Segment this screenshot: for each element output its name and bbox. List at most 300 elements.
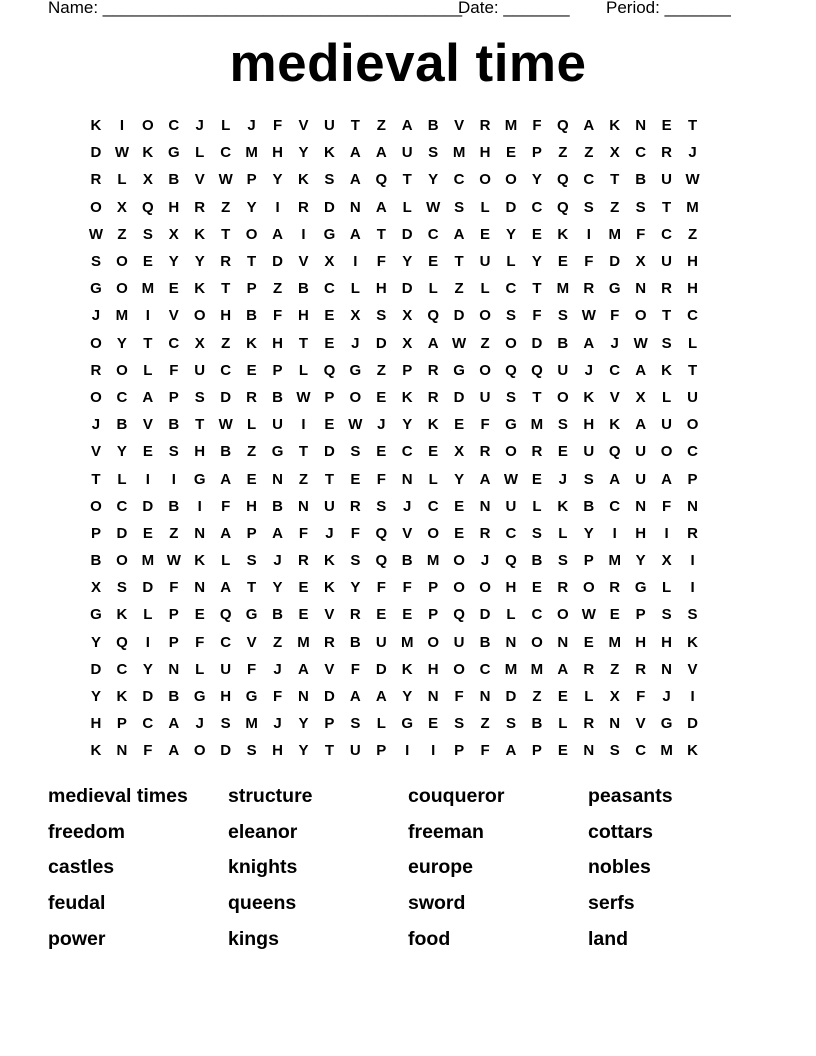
grid-row xyxy=(83,139,733,166)
grid-letter: M xyxy=(608,633,621,651)
grid-letter: U xyxy=(323,497,335,515)
grid-letter: T xyxy=(687,361,698,379)
grid-letter: Y xyxy=(454,470,465,488)
grid-letter: R xyxy=(531,443,543,461)
grid-row xyxy=(83,357,733,384)
grid-letter: O xyxy=(349,388,362,406)
grid-letter: N xyxy=(116,742,128,760)
grid-letter: V xyxy=(298,117,309,135)
grid-letter: C xyxy=(531,198,543,216)
grid-letter: C xyxy=(220,361,232,379)
grid-letter: I xyxy=(690,552,695,570)
grid-letter: R xyxy=(583,660,595,678)
word-bank-row xyxy=(48,778,768,814)
grid-letter: U xyxy=(272,416,283,434)
grid-letter: S xyxy=(661,334,672,352)
grid-row xyxy=(83,520,733,547)
grid-letter: E xyxy=(246,361,257,379)
grid-letter: E xyxy=(661,117,672,135)
grid-letter: C xyxy=(116,660,128,678)
grid-letter: C xyxy=(427,225,439,243)
grid-letter: N xyxy=(349,198,361,216)
grid-letter: O xyxy=(427,633,439,651)
grid-letter: B xyxy=(272,497,283,515)
grid-letter: T xyxy=(298,443,309,461)
grid-letter: D xyxy=(453,388,465,406)
grid-letter: A xyxy=(479,470,491,488)
grid-letter: U xyxy=(220,660,232,678)
grid-letter: W xyxy=(503,470,519,488)
grid-row xyxy=(83,574,733,601)
grid-letter: N xyxy=(609,715,621,733)
grid-letter: A xyxy=(635,361,647,379)
grid-row xyxy=(83,629,733,656)
grid-letter: X xyxy=(402,334,413,352)
grid-letter: E xyxy=(428,443,439,461)
grid-letter: Q xyxy=(531,361,543,379)
grid-letter: B xyxy=(168,171,180,189)
grid-letter: O xyxy=(557,388,569,406)
grid-letter: J xyxy=(273,660,282,678)
grid-letter: I xyxy=(275,198,280,216)
grid-letter: R xyxy=(246,388,258,406)
grid-letter: D xyxy=(479,606,491,624)
grid-letter: B xyxy=(220,443,232,461)
grid-letter: X xyxy=(609,688,620,706)
grid-letter: O xyxy=(453,579,465,597)
grid-letter: K xyxy=(609,117,621,135)
grid-letter: K xyxy=(323,144,335,162)
grid-letter: T xyxy=(91,470,101,488)
grid-letter: F xyxy=(532,117,542,135)
grid-letter: W xyxy=(296,388,311,406)
grid-letter: F xyxy=(272,307,283,325)
grid-letter: X xyxy=(116,198,127,216)
grid-letter: E xyxy=(557,688,568,706)
grid-letter: G xyxy=(90,606,102,624)
grid-letter: L xyxy=(428,280,438,298)
grid-letter: O xyxy=(116,552,128,570)
grid-letter: P xyxy=(168,633,179,651)
grid-letter: F xyxy=(272,688,283,706)
grid-letter: Z xyxy=(221,198,231,216)
grid-letter: M xyxy=(297,633,310,651)
grid-letter: A xyxy=(220,470,232,488)
grid-letter: E xyxy=(298,579,309,597)
word-search-grid xyxy=(83,112,733,765)
grid-letter: Z xyxy=(247,443,257,461)
grid-letter: A xyxy=(349,144,361,162)
grid-letter: A xyxy=(168,742,180,760)
grid-letter: Q xyxy=(557,198,569,216)
grid-row xyxy=(83,248,733,275)
grid-letter: A xyxy=(427,334,439,352)
grid-letter: G xyxy=(608,280,621,298)
grid-letter: T xyxy=(376,225,386,243)
grid-letter: N xyxy=(298,497,309,515)
grid-row xyxy=(83,384,733,411)
grid-letter: Z xyxy=(480,334,490,352)
grid-letter: Y xyxy=(90,688,101,706)
grid-letter: L xyxy=(350,280,360,298)
grid-letter: R xyxy=(609,579,621,597)
grid-letter: R xyxy=(557,579,569,597)
grid-letter: S xyxy=(557,307,568,325)
grid-letter: R xyxy=(90,361,102,379)
grid-letter: E xyxy=(376,388,387,406)
grid-letter: E xyxy=(454,416,465,434)
grid-letter: C xyxy=(687,443,698,461)
grid-letter: G xyxy=(660,715,673,733)
grid-letter: D xyxy=(401,225,413,243)
grid-letter: E xyxy=(557,253,568,271)
grid-letter: B xyxy=(635,171,647,189)
grid-letter: E xyxy=(557,443,568,461)
grid-letter: N xyxy=(427,688,439,706)
grid-row xyxy=(83,547,733,574)
grid-letter: W xyxy=(166,552,181,570)
grid-letter: U xyxy=(635,443,647,461)
grid-letter: A xyxy=(401,117,413,135)
grid-letter: B xyxy=(168,416,180,434)
grid-letter: X xyxy=(142,171,153,189)
grid-letter: R xyxy=(479,524,491,542)
grid-letter: E xyxy=(298,606,309,624)
grid-letter: R xyxy=(661,280,673,298)
grid-letter: W xyxy=(581,307,596,325)
grid-letter: M xyxy=(245,715,258,733)
grid-row xyxy=(83,710,733,737)
grid-letter: S xyxy=(661,606,672,624)
grid-letter: S xyxy=(246,742,257,760)
grid-letter: Z xyxy=(272,633,283,651)
grid-letter: G xyxy=(401,715,414,733)
grid-letter: H xyxy=(272,742,283,760)
grid-letter: D xyxy=(90,144,102,162)
grid-letter: U xyxy=(479,388,491,406)
grid-letter: R xyxy=(194,198,206,216)
grid-letter: E xyxy=(246,470,257,488)
grid-letter: X xyxy=(324,253,335,271)
grid-letter: K xyxy=(116,606,128,624)
grid-letter: L xyxy=(117,171,127,189)
grid-letter: H xyxy=(661,633,673,651)
grid-letter: O xyxy=(90,497,102,515)
grid-letter: G xyxy=(634,579,647,597)
grid-letter: E xyxy=(583,633,594,651)
grid-letter: L xyxy=(143,606,153,624)
grid-letter: Y xyxy=(168,253,179,271)
grid-letter: L xyxy=(584,688,594,706)
grid-letter: L xyxy=(687,334,698,352)
grid-letter: V xyxy=(168,307,179,325)
grid-letter: D xyxy=(609,253,621,271)
grid-letter: V xyxy=(609,388,620,406)
grid-letter: W xyxy=(218,416,233,434)
grid-letter: E xyxy=(142,443,153,461)
grid-letter: Q xyxy=(557,171,569,189)
grid-letter: E xyxy=(324,307,335,325)
grid-letter: D xyxy=(323,198,335,216)
grid-letter: A xyxy=(375,688,387,706)
grid-letter: H xyxy=(687,253,698,271)
grid-letter: Q xyxy=(375,171,388,189)
grid-letter: W xyxy=(218,171,233,189)
grid-letter: O xyxy=(686,416,699,434)
grid-letter: P xyxy=(376,742,387,760)
grid-letter: J xyxy=(377,416,386,434)
grid-letter: I xyxy=(586,225,591,243)
grid-letter: X xyxy=(661,552,672,570)
grid-letter: T xyxy=(324,470,334,488)
grid-letter: A xyxy=(349,688,361,706)
grid-letter: N xyxy=(635,497,647,515)
grid-letter: D xyxy=(375,660,387,678)
grid-letter: A xyxy=(661,470,673,488)
grid-letter: N xyxy=(401,470,413,488)
grid-letter: L xyxy=(195,660,205,678)
grid-letter: Y xyxy=(246,198,257,216)
grid-letter: K xyxy=(583,388,595,406)
grid-letter: F xyxy=(143,742,153,760)
grid-letter: F xyxy=(169,361,179,379)
grid-letter: Y xyxy=(350,579,361,597)
date-field-label: Date: _______ xyxy=(458,0,570,17)
grid-letter: T xyxy=(610,171,620,189)
grid-letter: O xyxy=(90,334,102,352)
grid-letter: A xyxy=(349,225,361,243)
grid-letter: C xyxy=(661,225,673,243)
grid-letter: G xyxy=(193,470,206,488)
grid-letter: L xyxy=(428,470,438,488)
grid-letter: D xyxy=(401,280,413,298)
grid-letter: Q xyxy=(142,198,154,216)
word-bank-item: kings xyxy=(228,927,279,950)
grid-letter: D xyxy=(220,742,232,760)
grid-letter: I xyxy=(664,524,669,542)
grid-letter: L xyxy=(195,144,205,162)
grid-letter: Q xyxy=(505,361,517,379)
grid-letter: S xyxy=(557,416,568,434)
grid-letter: O xyxy=(479,361,491,379)
grid-letter: Q xyxy=(505,552,517,570)
grid-letter: C xyxy=(220,633,232,651)
grid-letter: Y xyxy=(142,660,153,678)
grid-letter: U xyxy=(557,361,569,379)
grid-letter: C xyxy=(635,742,647,760)
grid-letter: U xyxy=(687,388,698,406)
grid-letter: C xyxy=(168,334,180,352)
grid-letter: E xyxy=(350,470,361,488)
grid-letter: G xyxy=(245,606,258,624)
grid-letter: E xyxy=(428,715,439,733)
grid-letter: S xyxy=(583,198,594,216)
grid-letter: R xyxy=(427,388,439,406)
grid-letter: E xyxy=(324,416,335,434)
grid-letter: R xyxy=(687,524,698,542)
grid-letter: K xyxy=(557,497,569,515)
grid-letter: H xyxy=(220,307,232,325)
word-bank-item: food xyxy=(408,927,451,950)
grid-letter: Y xyxy=(272,579,283,597)
grid-letter: S xyxy=(583,470,594,488)
word-bank-item: land xyxy=(588,927,629,950)
grid-letter: M xyxy=(115,307,129,325)
grid-letter: P xyxy=(272,361,283,379)
grid-letter: C xyxy=(505,280,517,298)
grid-letter: F xyxy=(376,253,386,271)
grid-letter: K xyxy=(401,660,413,678)
grid-letter: G xyxy=(245,688,258,706)
grid-letter: D xyxy=(531,334,543,352)
grid-letter: G xyxy=(323,225,336,243)
grid-letter: P xyxy=(635,606,646,624)
grid-letter: P xyxy=(428,606,439,624)
grid-letter: A xyxy=(349,171,361,189)
grid-letter: P xyxy=(324,715,335,733)
grid-letter: W xyxy=(426,198,441,216)
grid-letter: D xyxy=(375,334,387,352)
grid-letter: A xyxy=(557,660,569,678)
grid-letter: K xyxy=(323,552,335,570)
grid-letter: C xyxy=(609,497,621,515)
grid-letter: C xyxy=(142,715,154,733)
grid-letter: B xyxy=(401,552,413,570)
grid-letter: B xyxy=(349,633,361,651)
grid-letter: L xyxy=(247,416,257,434)
grid-letter: T xyxy=(221,225,231,243)
grid-letter: K xyxy=(246,334,258,352)
grid-letter: O xyxy=(531,633,543,651)
grid-letter: V xyxy=(298,253,309,271)
grid-letter: H xyxy=(635,524,647,542)
grid-letter: Y xyxy=(531,171,542,189)
grid-letter: D xyxy=(142,497,154,515)
word-bank-item: castles xyxy=(48,856,115,879)
grid-letter: Y xyxy=(402,416,413,434)
grid-letter: V xyxy=(454,117,465,135)
grid-letter: P xyxy=(168,388,179,406)
grid-letter: A xyxy=(583,334,595,352)
grid-letter: G xyxy=(193,688,206,706)
grid-letter: L xyxy=(402,198,412,216)
grid-letter: F xyxy=(221,497,231,515)
grid-letter: U xyxy=(661,171,673,189)
grid-letter: Z xyxy=(117,225,127,243)
grid-letter: C xyxy=(116,497,128,515)
grid-letter: Y xyxy=(298,715,309,733)
grid-letter: Y xyxy=(402,688,413,706)
grid-letter: O xyxy=(453,660,465,678)
grid-letter: V xyxy=(194,171,205,189)
grid-letter: W xyxy=(633,334,648,352)
grid-row xyxy=(83,166,733,193)
grid-letter: A xyxy=(220,579,232,597)
word-bank-item: medieval times xyxy=(48,784,188,807)
grid-letter: M xyxy=(141,552,155,570)
grid-letter: O xyxy=(634,307,647,325)
grid-letter: I xyxy=(119,117,124,135)
grid-letter: X xyxy=(635,388,646,406)
grid-letter: V xyxy=(687,660,698,678)
grid-letter: P xyxy=(116,715,127,733)
grid-letter: X xyxy=(402,307,413,325)
grid-letter: J xyxy=(351,334,360,352)
grid-letter: D xyxy=(323,688,335,706)
grid-letter: O xyxy=(505,334,517,352)
grid-letter: K xyxy=(687,633,698,651)
grid-letter: H xyxy=(635,633,647,651)
grid-letter: T xyxy=(532,388,542,406)
grid-row xyxy=(83,302,733,329)
grid-letter: H xyxy=(272,144,283,162)
grid-letter: D xyxy=(323,443,335,461)
grid-letter: S xyxy=(168,443,179,461)
grid-letter: J xyxy=(662,688,671,706)
grid-letter: N xyxy=(479,688,491,706)
grid-letter: N xyxy=(583,742,595,760)
grid-letter: B xyxy=(272,388,283,406)
grid-letter: P xyxy=(583,552,594,570)
grid-letter: Q xyxy=(453,606,465,624)
grid-letter: J xyxy=(273,552,282,570)
grid-letter: M xyxy=(660,742,673,760)
grid-letter: O xyxy=(245,225,258,243)
grid-letter: H xyxy=(272,334,283,352)
grid-letter: Y xyxy=(194,253,205,271)
grid-letter: S xyxy=(350,715,361,733)
grid-letter: Q xyxy=(375,524,388,542)
grid-letter: G xyxy=(90,280,102,298)
grid-letter: D xyxy=(453,307,465,325)
grid-letter: B xyxy=(298,280,309,298)
word-bank-item: queens xyxy=(228,891,297,914)
word-bank-item: freedom xyxy=(48,820,125,843)
word-bank-item: cottars xyxy=(588,820,654,843)
grid-letter: O xyxy=(479,579,491,597)
grid-letter: E xyxy=(480,225,491,243)
grid-letter: V xyxy=(402,524,413,542)
grid-row xyxy=(83,330,733,357)
grid-letter: T xyxy=(324,742,334,760)
grid-letter: T xyxy=(247,579,257,597)
grid-letter: O xyxy=(479,307,491,325)
grid-letter: O xyxy=(116,361,128,379)
grid-letter: G xyxy=(505,416,517,434)
grid-letter: J xyxy=(584,361,593,379)
grid-letter: I xyxy=(690,579,695,597)
grid-letter: A xyxy=(298,660,309,678)
grid-letter: H xyxy=(505,579,517,597)
grid-letter: Q xyxy=(427,307,439,325)
grid-letter: Y xyxy=(116,334,127,352)
grid-letter: B xyxy=(168,497,180,515)
grid-letter: R xyxy=(349,497,361,515)
grid-row xyxy=(83,493,733,520)
grid-letter: F xyxy=(195,633,205,651)
grid-letter: R xyxy=(349,606,361,624)
grid-letter: H xyxy=(298,307,309,325)
grid-letter: S xyxy=(428,144,439,162)
grid-letter: C xyxy=(401,443,413,461)
grid-letter: I xyxy=(353,253,358,271)
grid-letter: K xyxy=(142,144,154,162)
grid-letter: T xyxy=(350,117,360,135)
grid-letter: F xyxy=(662,497,672,515)
grid-letter: E xyxy=(531,225,542,243)
grid-letter: F xyxy=(169,579,179,597)
grid-letter: L xyxy=(558,715,568,733)
